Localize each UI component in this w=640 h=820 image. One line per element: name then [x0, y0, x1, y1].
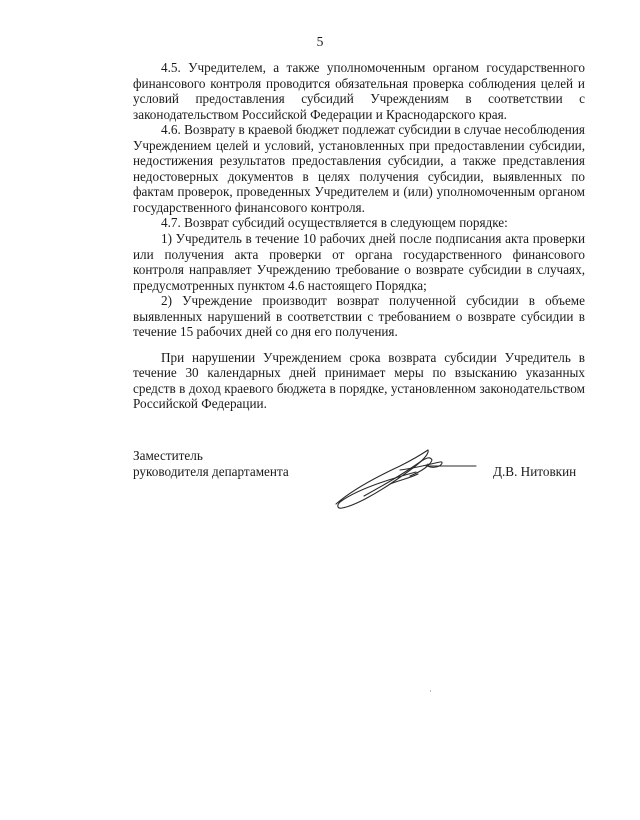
- signatory-title-line-2: руководителя департамента: [133, 464, 289, 479]
- paragraph-4-7: 4.7. Возврат субсидий осуществляется в следующем порядке:: [161, 215, 508, 231]
- page-number: 5: [316, 34, 324, 49]
- paragraph-4-5: 4.5. Учредителем, а также уполномоченным органом государственного финансового контроля проводится обязательная проверка соблюдения целей и условий предоставления субсидий Учреждениям в соответствии с законодательством Российской Федерации и Краснодарского края.: [133, 60, 585, 122]
- signatory-name: Д.В. Нитовкин: [493, 464, 577, 479]
- paragraph-4-7-item-2: 2) Учреждение производит возврат полученной субсидии в объеме выявленных нарушений в соответствии с требованием о возврате субсидии в течение 15 рабочих дней со дня его получения.: [133, 293, 585, 340]
- document-body: [133, 60, 585, 412]
- scan-speck: [430, 690, 431, 692]
- paragraph-4-6: 4.6. Возврату в краевой бюджет подлежат субсидии в случае несоблюдения Учреждением целей и условий, установленных при предоставлении субсидии, недостижения результатов предоставления субсидии, а также представления недостоверных документов в целях получения субсидии, выявленных по фактам проверок, проведенных Учредителем и (или) уполномоченным органом государственного финансового контроля.: [133, 122, 585, 215]
- paragraph-violation: При нарушении Учреждением срока возврата субсидии Учредитель в течение 30 календарных дней принимает меры по взысканию указанных средств в доход краевого бюджета в порядке, установленном законодательством Российской Федерации.: [133, 349, 585, 412]
- signatory-title: [133, 448, 289, 480]
- paragraph-4-7-item-1: 1) Учредитель в течение 10 рабочих дней после подписания акта проверки или получения акта проверки от органа государственного финансового контроля направляет Учреждению требование о возврате субсидии в случаях, предусмотренных пунктом 4.6 настоящего Порядка;: [133, 231, 585, 293]
- handwritten-signature: [330, 440, 480, 520]
- signatory-title-line-1: Заместитель: [133, 448, 203, 463]
